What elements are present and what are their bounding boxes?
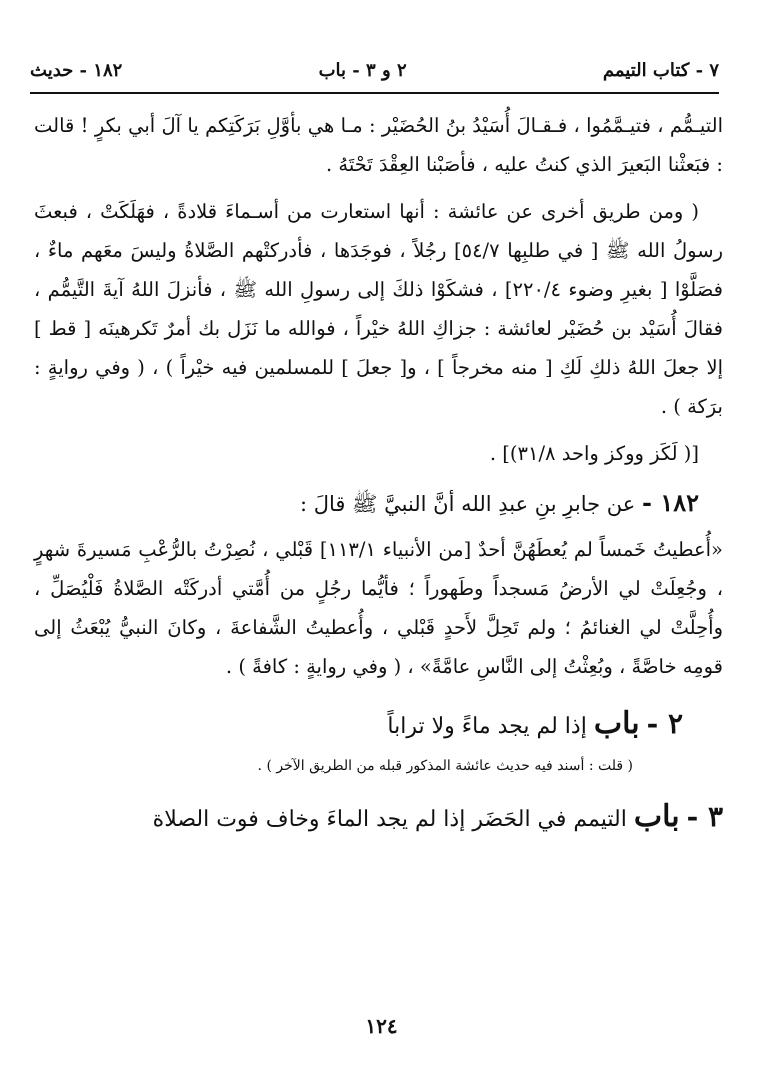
hadith-number: ١٨٢ - [642,488,699,517]
page-body [34,106,723,846]
bab-2-heading [34,702,723,749]
bab-3-word: باب [633,799,680,834]
bab-2-title: إذا لم يجد ماءً ولا تراباً [387,714,587,739]
bab-3-title: التيمم في الحَضَر إذا لم يجد الماءَ وخاف فوت الصلاة [152,807,627,832]
editor-note: ( قلت : أسند فيه حديث عائشة المذكور قبله من الطريق الآخر ) . [257,758,633,774]
bab-3-number: ٣ - [686,800,723,833]
paragraph-1: التيـمُّم ، فتيـمَّمُوا ، فـقـالَ أُسَيْدُ بنُ الحُضَيْر : مـا هي بأوَّلِ بَرَكَتِكم يا آلَ أبي بكرٍ ! قالت : فبَعثْنا البَعيرَ الذي كنتُ عليه ، فأصَبْنا العِقْدَ تَحْتَهُ . [34,114,723,176]
hadith-text: «أُعطيتُ خَمساً لم يُعطَهُنَّ أحدٌ [من الأنبياء ١١٣/١] قَبْلي ، نُصِرْتُ بالرُّعْبِ مَسيرةَ شهرٍ ، وجُعِلَتْ لي الأرضُ مَسجداً وطَهوراً ؛ فأيُّما رجُلٍ من أُمَّتي أدركَتْه الصَّلاةُ فَلْيُصَلِّ ، وأُحِلَّتْ لي الغنائمُ ؛ ولم تَحِلَّ لأَحدٍ قَبْلي ، وأُعطيتُ الشَّفاعةَ ، وكانَ النبيُّ يُبْعَثُ إلى قومِه خاصَّةً ، وبُعِثْتُ إلى النَّاسِ عامَّةً» ، ( وفي روايةٍ : كافةً ) . [34,538,723,678]
paragraph-3: [( لَكَز ووكز واحد ٣١/٨)] . [489,442,699,465]
hadith-intro: عن جابرِ بنِ عبدِ الله أنَّ النبيَّ ﷺ قالَ : [299,492,636,516]
header-chapter: ٧ - كتاب التيمم [602,59,719,81]
bab-2-number: ٢ - [646,707,683,740]
hadith-heading [34,483,723,524]
page-number: ١٢٤ [365,1014,398,1038]
header-divider [30,92,719,94]
header-hadith: ١٨٢ - حديث [30,59,123,81]
header-section: ٢ و ٣ - باب [318,59,407,81]
bab-3-heading [34,795,723,842]
paragraph-2: ( ومن طريق أخرى عن عائشة : أنها استعارت من أسـماءَ قلادةً ، فهَلَكَتْ ، فبعثَ رسولُ الله ﷺ [ في طلبِها ٥٤/٧] رجُلاً ، فوجَدَها ، فأدركتْهم الصَّلاةُ وليسَ معَهم ماءٌ ، فصَلَّوْا [ بغيرِ وضوء ٢٢٠/٤] ، فشكَوْا ذلكَ إلى رسولِ الله ﷺ ، فأنزلَ اللهُ آيةَ التَّيمُّم ، فقالَ أُسَيْد بن حُضَيْر لعائشة : جزاكِ اللهُ خيْراً ، فوالله ما نَزَل بك أمرٌ تَكرهينَه [ قط ] إلا جعلَ اللهُ ذلكِ لَكِ [ منه مخرجاً ] ، و[ جعلَ ] للمسلمين فيه خيْراً ) ، ( وفي روايةٍ : برَكة ) . [34,200,723,418]
bab-2-word: باب [593,706,640,741]
running-header [30,52,719,88]
